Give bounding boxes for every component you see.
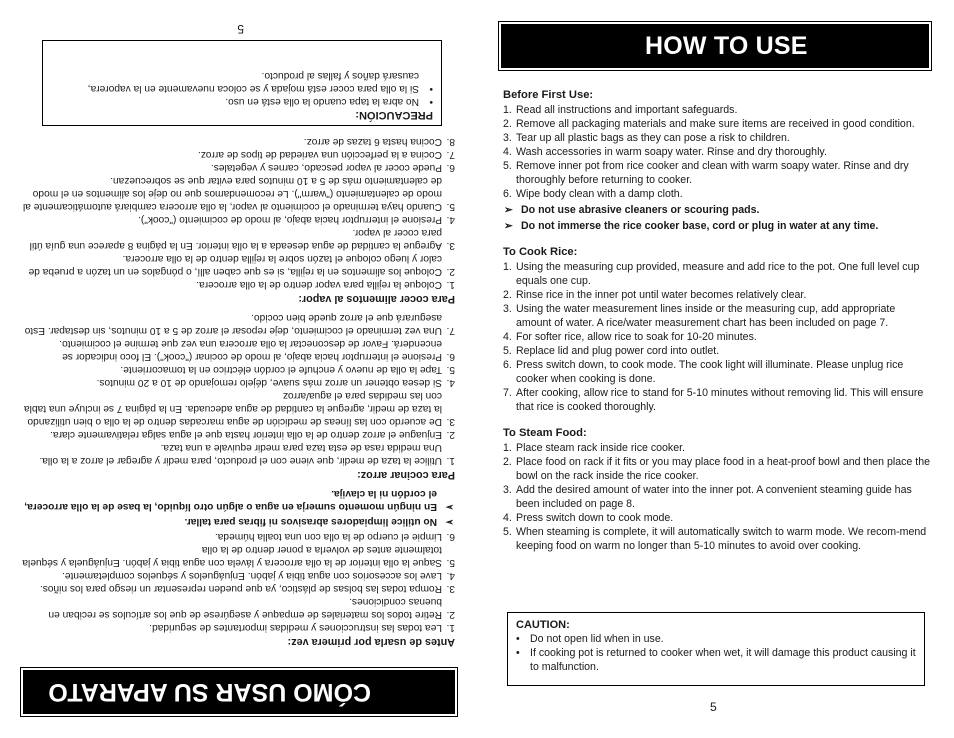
step-text: Cuando haya terminado el cocimiento al vapor, la olla arrocera cambiará automáticamente al modo de calentamiento ("warm"). Le recomendamos que no deje los alimentos en el modo de calentamiento más de 5 a 10 minutos para evitar que se sobrecuezan. — [22, 175, 442, 212]
step-item — [20, 530, 455, 543]
section-title: Para cocer alimentos al vapor: — [298, 293, 455, 305]
section-to-steam-food — [503, 426, 933, 553]
step-number: 2. — [446, 429, 455, 440]
step-number: 1. — [503, 104, 512, 116]
step-item — [503, 455, 933, 483]
step-text: Enjuague el arroz dentro de la olla interior hasta que el agua salga relativamente clara. — [50, 429, 442, 440]
step-item — [20, 363, 455, 376]
step-number: 1. — [503, 442, 512, 454]
step-text: Cocina hasta 6 tazas de arroz. — [303, 136, 442, 147]
step-item — [503, 103, 933, 117]
precaucion-list — [51, 69, 433, 108]
arrow-bullet-icon: ➢ — [504, 204, 513, 216]
step-number: 3. — [446, 416, 455, 427]
warning-text: Do not use abrasive cleaners or scouring pads. — [521, 204, 760, 216]
section-antes — [20, 487, 455, 648]
section-to-cook-rice — [503, 245, 933, 414]
step-number: 2. — [503, 118, 512, 130]
spanish-content — [20, 129, 455, 648]
warning-text: Do not immerse the rice cooker base, cord or plug in water at any time. — [521, 220, 879, 232]
step-item — [20, 543, 455, 569]
step-text: Remove all packaging materials and make sure items are received in good condition. — [516, 118, 915, 130]
step-text: Tape la olla de nuevo y enchufe el cordón eléctrico en la tomacorriente. — [120, 364, 442, 375]
step-number: 7. — [503, 387, 512, 399]
step-item — [20, 441, 455, 467]
bullet-icon: • — [516, 633, 520, 645]
step-item — [503, 441, 933, 455]
step-item — [20, 376, 455, 389]
step-number: 5. — [503, 526, 512, 538]
step-number: 6. — [503, 359, 512, 371]
step-number: 5. — [446, 364, 455, 375]
step-number: 2. — [446, 609, 455, 620]
english-page — [477, 0, 954, 738]
step-text: Place steam rack inside rice cooker. — [516, 442, 685, 454]
step-number: 7. — [446, 149, 455, 160]
bullet-item — [51, 95, 433, 108]
step-number: 3. — [503, 132, 512, 144]
caution-box — [507, 612, 925, 686]
step-number: 6. — [503, 188, 512, 200]
step-item — [503, 483, 933, 511]
step-text: Retire todos los materiales de empaque y asegúrese de que los artículos se reciban en buenas condiciones. — [48, 596, 442, 620]
step-text: Press switch down, to cook mode. The cook light will illuminate. Please unplug rice cooker when cooking is done. — [516, 359, 904, 385]
step-text: Remove inner pot from rice cooker and clean with warm soapy water. Rinse and dry thoroughly before returning to cooker. — [516, 160, 909, 186]
step-item — [20, 226, 455, 252]
step-text: Place food on rack if it fits or you may place food in a heat-proof bowl and then place the bowl on the rack inside the rice cooker. — [516, 456, 930, 482]
step-item — [503, 330, 933, 344]
step-text: Agregue la cantidad de agua deseada a la olla interior. En la página 8 aparece una guía útil para cocer al vapor. — [29, 227, 442, 251]
step-text: Using the measuring cup provided, measure and add rice to the pot. One full level cup equals one cup. — [516, 261, 920, 287]
steps-list — [20, 530, 455, 634]
step-text: Puede cocer al vapor pescado, carnes y vegetales. — [210, 162, 442, 173]
warning-text: En ningún momento sumerja en agua o algún otro líquido, la base de la olla arrocera, el cordón ni la clavija. — [24, 488, 437, 512]
step-text: Saque la olla interior de la olla arrocera y lávela con agua tibia y jabón. Enjuáguela y séquela totalmente antes de volverla a poner dentro de la olla — [22, 544, 442, 568]
warning-item — [503, 219, 933, 233]
step-text: Lea todas las instrucciones y medidas importantes de seguridad. — [149, 622, 442, 633]
step-number: 4. — [446, 214, 455, 225]
english-content — [503, 88, 933, 561]
warnings-list — [20, 487, 455, 528]
step-number: 4. — [503, 331, 512, 343]
bullet-text: Do not open lid when in use. — [530, 633, 664, 645]
step-number: 6. — [446, 351, 455, 362]
step-item — [20, 174, 455, 213]
step-number: 1. — [446, 279, 455, 290]
bullet-icon: • — [429, 83, 433, 94]
spanish-banner: CÓMO USAR SU APARATO — [23, 670, 455, 714]
step-number: 8. — [446, 136, 455, 147]
step-item — [503, 288, 933, 302]
step-number: 1. — [503, 261, 512, 273]
arrow-bullet-icon: ➢ — [445, 501, 454, 512]
step-number: 5. — [446, 557, 455, 568]
arrow-bullet-icon: ➢ — [504, 220, 513, 232]
step-item — [503, 187, 933, 201]
step-number: 4. — [503, 146, 512, 158]
step-text: Read all instructions and important safeguards. — [516, 104, 738, 116]
step-item — [503, 386, 933, 414]
steps-list — [20, 135, 455, 291]
step-text: De acuerdo con las líneas de medición de agua marcadas dentro de la olla o bien utilizando la taza de medir, agregue la cantidad de agua adecuada. En la página 7 se incluye una tabla con las medidas para el agua/arroz — [24, 390, 442, 427]
step-number: 3. — [503, 303, 512, 315]
section-before-first-use — [503, 88, 933, 233]
caution-list — [516, 632, 916, 674]
step-item — [503, 159, 933, 187]
step-number: 5. — [503, 345, 512, 357]
arrow-bullet-icon: ➢ — [445, 516, 454, 527]
step-text: Wipe body clean with a damp cloth. — [516, 188, 683, 200]
step-item — [20, 595, 455, 621]
bullet-text: No abra la tapa cuando la olla está en uso. — [225, 96, 419, 107]
step-item — [20, 569, 455, 582]
step-number: 6. — [446, 162, 455, 173]
step-text: Limpie el cuerpo de la olla con una toalla húmeda. — [214, 531, 442, 542]
step-text: Una vez terminado el cocimiento, deje reposar el arroz de 5 a 10 minutos, sin destapar. Esto asegurará que el arroz quede bien cocido. — [24, 312, 442, 336]
bullet-item — [516, 632, 916, 646]
step-item — [20, 213, 455, 226]
steps-list — [503, 260, 933, 414]
steps-list — [20, 311, 455, 467]
step-number: 3. — [446, 583, 455, 594]
step-number: 4. — [503, 512, 512, 524]
section-cocer-vapor — [20, 135, 455, 305]
step-item — [20, 389, 455, 428]
step-number: 1. — [446, 622, 455, 633]
step-number: 5. — [446, 201, 455, 212]
step-item — [20, 582, 455, 595]
step-text: Coloque los alimentos en la rejilla, si es que caben allí, o póngalos en un tazón a prueba de calor y luego coloque el tazón sobre la rejilla dentro de la olla arrocera. — [28, 253, 442, 277]
step-number: 3. — [503, 484, 512, 496]
step-text: Wash accessories in warm soapy water. Rinse and dry thoroughly. — [516, 146, 827, 158]
step-text: Rinse rice in the inner pot until water becomes relatively clear. — [516, 289, 807, 301]
step-number: 2. — [446, 266, 455, 277]
step-item — [503, 117, 933, 131]
step-item — [503, 145, 933, 159]
section-cocinar-arroz — [20, 311, 455, 481]
page-number: 5 — [237, 22, 244, 36]
bullet-item — [51, 69, 433, 95]
step-item — [20, 278, 455, 291]
step-text: For softer rice, allow rice to soak for 10-20 minutes. — [516, 331, 757, 343]
steps-list — [503, 441, 933, 553]
step-text: Add the desired amount of water into the inner pot. A convenient steaming guide has been included on page 8. — [516, 484, 912, 510]
step-text: Press switch down to cook mode. — [516, 512, 674, 524]
step-text: Tear up all plastic bags as they can pose a risk to children. — [516, 132, 790, 144]
step-item — [503, 302, 933, 330]
step-item — [503, 260, 933, 288]
section-title: Antes de usarla por primera vez: — [287, 636, 455, 648]
step-number: 5. — [503, 160, 512, 172]
bullet-item — [516, 646, 916, 674]
precaucion-title: PRECAUCIÓN: — [355, 109, 433, 121]
section-title: To Steam Food: — [503, 427, 587, 439]
step-item — [20, 311, 455, 337]
caution-title: CAUTION: — [516, 619, 570, 631]
step-text: After cooking, allow rice to stand for 5-10 minutes without removing lid. This will ensure that rice is cooked thoroughly. — [516, 387, 924, 413]
step-text: Coloque la rejilla para vapor dentro de la olla arrocera. — [196, 279, 442, 290]
step-number: 3. — [446, 240, 455, 251]
steps-list — [503, 103, 933, 201]
step-number: 2. — [503, 289, 512, 301]
precaucion-box — [42, 40, 442, 126]
warning-item — [20, 487, 455, 513]
step-text: Presione el interruptor hacia abajo, al modo de cocinar ("cook"). El foco indicador se encenderá. Favor de desconectar la olla arrocera una vez que termine el cocimiento. — [59, 338, 442, 362]
step-text: Rompa todas las bolsas de plástico, ya que pueden representar un riesgo para los niños. — [39, 583, 442, 594]
step-item — [503, 131, 933, 145]
bullet-icon: • — [516, 647, 520, 659]
step-item — [20, 135, 455, 148]
step-number: 4. — [446, 377, 455, 388]
step-text: When steaming is complete, it will automatically switch to warm mode. We recom-mend keeping food on warm no longer than 5-10 minutes to avoid over cooking. — [516, 526, 927, 552]
section-title: Before First Use: — [503, 89, 594, 101]
step-number: 7. — [446, 325, 455, 336]
step-item — [503, 525, 933, 553]
step-text: Utilice la taza de medir, que viene con el producto, para medir y agregar el arroz a la olla. Una medida rasa de esta taza para medir equivale a una taza. — [39, 442, 442, 466]
step-item — [20, 337, 455, 363]
warning-text: No utilice limpiadores abrasivos ni fibras para tallar. — [184, 516, 437, 527]
step-item — [20, 148, 455, 161]
step-number: 4. — [446, 570, 455, 581]
step-number: 1. — [446, 455, 455, 466]
step-text: Replace lid and plug power cord into outlet. — [516, 345, 720, 357]
warnings-list — [503, 203, 933, 233]
warning-item — [503, 203, 933, 217]
step-item — [503, 344, 933, 358]
step-text: Cocina a la perfección una variedad de tipos de arroz. — [197, 149, 442, 160]
step-item — [20, 161, 455, 174]
bullet-text: Si la olla para cocer está mojada y se coloca nuevamente en la vaporera, causará daños y fallas al producto. — [87, 70, 419, 94]
step-item — [503, 511, 933, 525]
step-number: 6. — [446, 531, 455, 542]
step-text: Presione el interruptor hacia abajo, al modo de cocimiento ("cook"). — [138, 214, 442, 225]
step-text: Si desea obtener un arroz más suave, déjelo remojando de 10 a 20 minutos. — [96, 377, 442, 388]
warning-item — [20, 515, 455, 528]
step-text: Using the water measurement lines inside or the measuring cup, add appropriate amount of water. A rice/water measurement chart has been included on page 7. — [516, 303, 896, 329]
step-item — [20, 621, 455, 634]
how-to-use-banner: HOW TO USE — [501, 24, 929, 68]
page-number: 5 — [710, 700, 717, 714]
step-item — [20, 252, 455, 278]
section-title: Para cocinar arroz: — [357, 469, 455, 481]
step-text: Lave los accesorios con agua tibia y jabón. Enjuáguelos y séquelos completamente. — [61, 570, 442, 581]
section-title: To Cook Rice: — [503, 246, 578, 258]
step-item — [503, 358, 933, 386]
step-item — [20, 428, 455, 441]
bullet-icon: • — [429, 96, 433, 107]
step-number: 2. — [503, 456, 512, 468]
bullet-text: If cooking pot is returned to cooker when wet, it will damage this product causing it to malfunction. — [530, 647, 916, 673]
